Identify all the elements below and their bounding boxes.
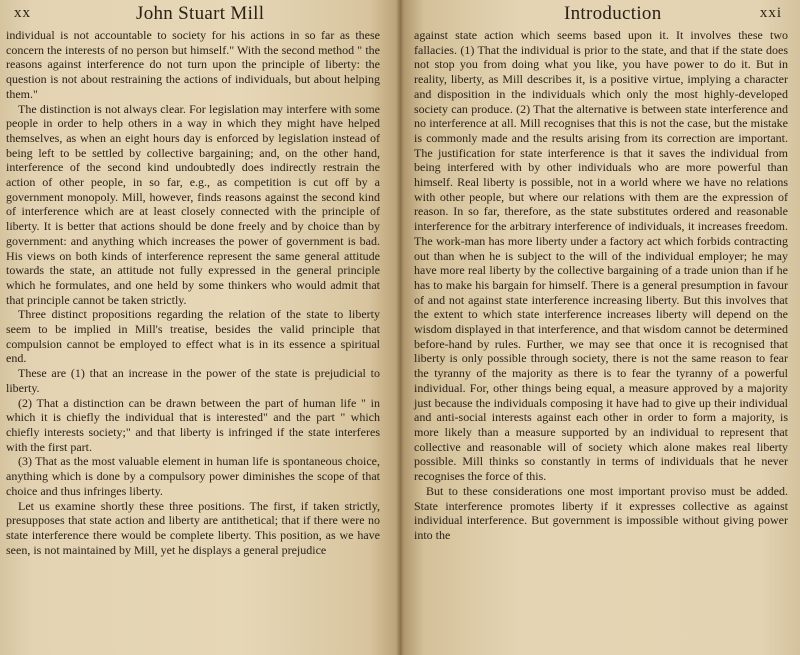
- right-paragraph: But to these considerations one most important proviso must be added. State interference promotes liberty if it expresses collective as against individual interference. But government is impossible without giving power into the: [414, 483, 788, 542]
- right-paragraph: against state action which seems based upon it. It involves these two fallacies. (1) That the individual is prior to the state, and that if the state does not stop you from doing what you like, you have power to do it. But in reality, liberty, as Mill describes it, is a positive virtue, implying a character and disposition in the individuals which only the most highly-developed society can produce. (2) That the alternative is between state interference and no interference at all. Mill recognises that this is not the case, but the mistake is commonly made and the results arising from its correction are important. The justification for state interference is that it saves the individual from being interfered with by other individuals who are more powerful than himself. Real liberty is possible, not in a world where we have no relations with other people, but where our relations with them are the expression of reason. In so far, therefore, as the state substitutes ordered and reasonable interference for the arbitrary interference of individuals, it increases freedom. The work-man has more liberty under a factory act which forbids contracting out than when he is subject to the will of the individual employer; he may have more real liberty by the collective bargaining of a trade union than if he has to make his bargain for himself. There is a general presumption in favour of and not against state interference increasing liberty. But this involves that the extent to which state interference increases liberty will depend on the wisdom displayed in that interference, and that wisdom cannot be determined before-hand by rules. Further, we may see that once it is recognised that liberty is only possible through society, there is not the same reason to fear the tyranny of the majority as there is to fear the tyranny of a powerful individual. For, other things being equal, a measure approved by a majority just because the individuals composing it have had to give up their individual and anti-social interests against each other in order to form a majority, is more likely than a measure supported by an individual to represent that collective and reasonable will of society which alone makes real liberty possible. Mill thinks so constantly in terms of individuals that he never recognises the force of this.: [414, 28, 788, 484]
- left-page-folio: xx: [14, 5, 31, 21]
- right-page: [400, 0, 800, 655]
- left-paragraph: individual is not accountable to society for his actions in so far as these concern the interests of no person but himself." With the second method " the reasons against interference do not turn upon the principle of liberty: the question is not about restraining the actions of individuals, but about helping them.": [6, 28, 380, 101]
- left-paragraph: The distinction is not always clear. For legislation may interfere with some people in order to help others in a way in which they might have helped themselves, as when an eight hours day is enforced by legislation instead of being left to be settled by collective bargaining; and, on the other hand, interference of the second kind undoubtedly does indirectly restrain the action of other people, in so far, e.g., as competition is cut off by a government monopoly. Mill, however, finds reasons against the second kind of interference which are at least closely connected with the principle of liberty. It is better that actions should be done freely and by choice than by government: and anything which increases the power of government is bad. His views on both kinds of interference represent the same general attitude towards the state, an attitude not fully expressed in the general principle which he formulates, and one held by some thinkers who would admit that that principle cannot be taken strictly.: [6, 101, 380, 307]
- right-page-header: [414, 4, 792, 26]
- left-paragraph: (2) That a distinction can be drawn between the part of human life " in which it is chiefly the individual that is interested" and the part " which chiefly interests society;" and that liberty is infringed if the state interferes with the first part.: [6, 395, 380, 454]
- right-running-title: Introduction: [564, 3, 662, 24]
- left-page-header: [6, 4, 386, 26]
- left-running-title: John Stuart Mill: [136, 3, 265, 24]
- left-paragraph: These are (1) that an increase in the power of the state is prejudicial to liberty.: [6, 366, 380, 395]
- left-paragraph: (3) That as the most valuable element in human life is spontaneous choice, anything which is done by a compulsory power diminishes the scope of that choice and thus infringes liberty.: [6, 454, 380, 498]
- left-paragraph: Let us examine shortly these three positions. The first, if taken strictly, presupposes that state action and liberty are antithetical; that if there were no state interference there would be complete liberty. This position, as we have seen, is not maintained by Mill, yet he displays a general prejudice: [6, 498, 380, 557]
- right-page-body: [414, 28, 788, 543]
- left-page-body: [6, 28, 380, 557]
- right-page-folio: xxi: [759, 5, 782, 21]
- left-paragraph: Three distinct propositions regarding the relation of the state to liberty seem to be implied in Mill's treatise, besides the valid principle that compulsion cannot be employed to effect what is in its essence a spiritual end.: [6, 307, 380, 366]
